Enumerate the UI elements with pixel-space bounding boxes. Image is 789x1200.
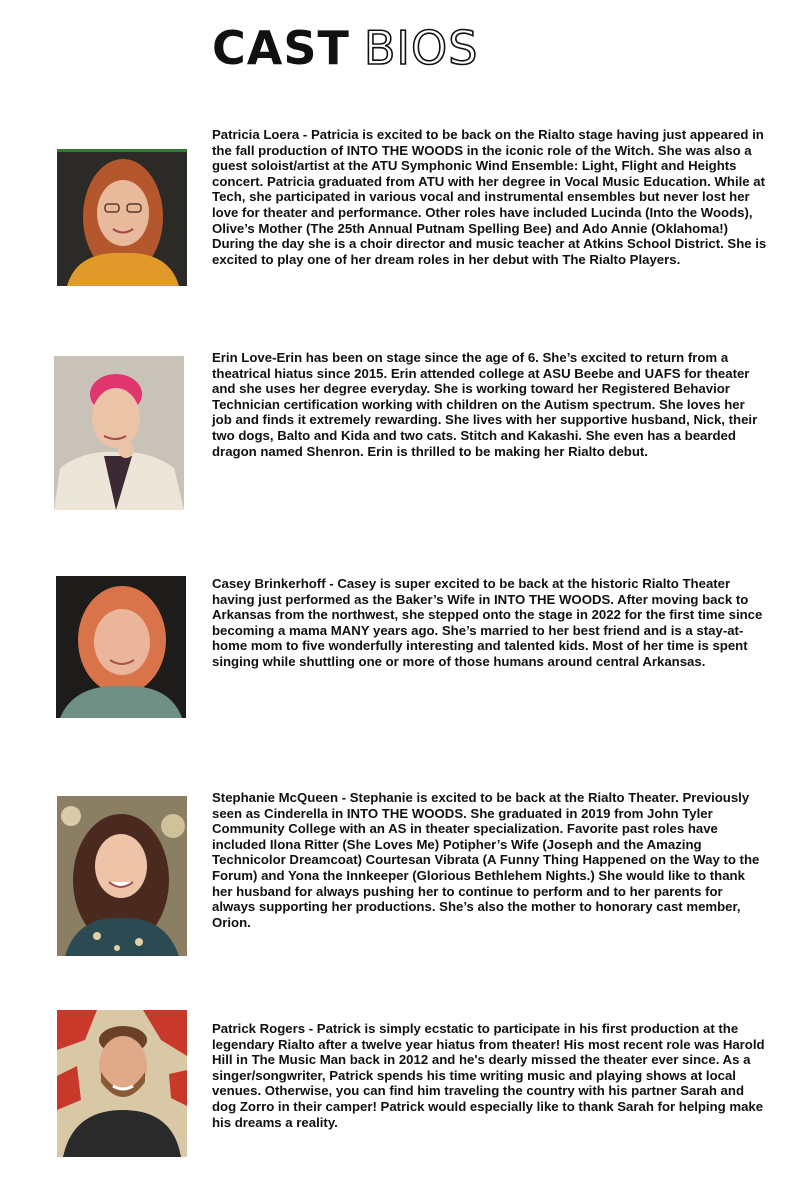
- cast-photo-4: [57, 796, 187, 956]
- cast-bio-4: Stephanie McQueen - Stephanie is excited to be back at the Rialto Theater. Previously seen as Cinderella in INTO THE WOODS. She graduated in 2019 from John Tyler Community College with an AS in theater specialization. Favorite past roles have included Ilona Ritter (She Loves Me) Potipher’s Wife (Joseph and the Amazing Technicolor Dreamcoat) Courtesan Vibrata (A Funny Thing Happened on the Way to the Forum) and Yona the Innkeeper (Glorious Bethlehem Nights.) She would like to thank her husband for always pushing her to continue to perform and to her parents for always supporting her productions. She’s also the mother to honorary cast member, Orion.: [212, 790, 760, 930]
- cast-bio-3: Casey Brinkerhoff - Casey is super excited to be back at the historic Rialto Theater having just performed as the Baker’s Wife in INTO THE WOODS. After moving back to Arkansas from the northwest, she stepped onto the stage in 2022 for the first time since becoming a mama MANY years ago. She’s married to her best friend and is a stay-at-home mom to five wonderfully interesting and talented kids. Most of her time is spent singing while shuttling one or more of those humans around central Arkansas.: [212, 576, 763, 669]
- cast-photo-1: [57, 149, 187, 286]
- page-title-solid: CAST: [212, 21, 350, 75]
- page-title-outline: BIOS: [363, 21, 479, 75]
- portrait-icon: [57, 796, 187, 956]
- cast-bio-5: Patrick Rogers - Patrick is simply ecstatic to participate in his first production at the legendary Rialto after a twelve year hiatus from theater! His most recent role was Harold Hill in The Music Man back in 2012 and he's dearly missed the theater ever since. As a singer/songwriter, Patrick spends his time writing music and playing shows at local venues. Otherwise, you can find him traveling the country with his partner Sarah and dog Zorro in their camper! Patrick would especially like to thank Sarah for helping make his dreams a reality.: [212, 1021, 765, 1130]
- portrait-icon: [57, 1010, 187, 1157]
- cast-photo-3: [56, 576, 186, 718]
- cast-bio-1: Patricia Loera - Patricia is excited to be back on the Rialto stage having just appeared in the fall production of INTO THE WOODS in the iconic role of the Witch. She was also a guest soloist/artist at the ATU Symphonic Wind Ensemble: Light, Flight and Heights concert. Patricia graduated from ATU with her degree in Vocal Music Education. While at Tech, she participated in various vocal and instrumental ensembles but never lost her love for theater and performance. Other roles have included Lucinda (Into the Woods), Olive’s Mother (The 25th Annual Putnam Spelling Bee) and Ado Annie (Oklahoma!) During the day she is a choir director and music teacher at Atkins School District. She is excited to play one of her dream roles in her debut with The Rialto Players.: [212, 127, 767, 267]
- cast-photo-5: [57, 1010, 187, 1157]
- portrait-icon: [57, 149, 187, 286]
- page-title: [212, 20, 478, 76]
- cast-bio-2: Erin Love-Erin has been on stage since the age of 6. She’s excited to return from a theatrical hiatus since 2015. Erin attended college at ASU Beebe and UAFS for theater and she uses her degree everyday. She is working toward her Registered Behavior Technician certification working with children on the Autism spectrum. She loves her job and finds it extremely rewarding. She lives with her supportive husband, Nick, their two dogs, Balto and Kida and two cats. Stitch and Kakashi. She even has a bearded dragon named Shenron. Erin is thrilled to be making her Rialto debut.: [212, 350, 758, 459]
- cast-photo-2: [54, 356, 184, 510]
- portrait-icon: [54, 356, 184, 510]
- portrait-icon: [56, 576, 186, 718]
